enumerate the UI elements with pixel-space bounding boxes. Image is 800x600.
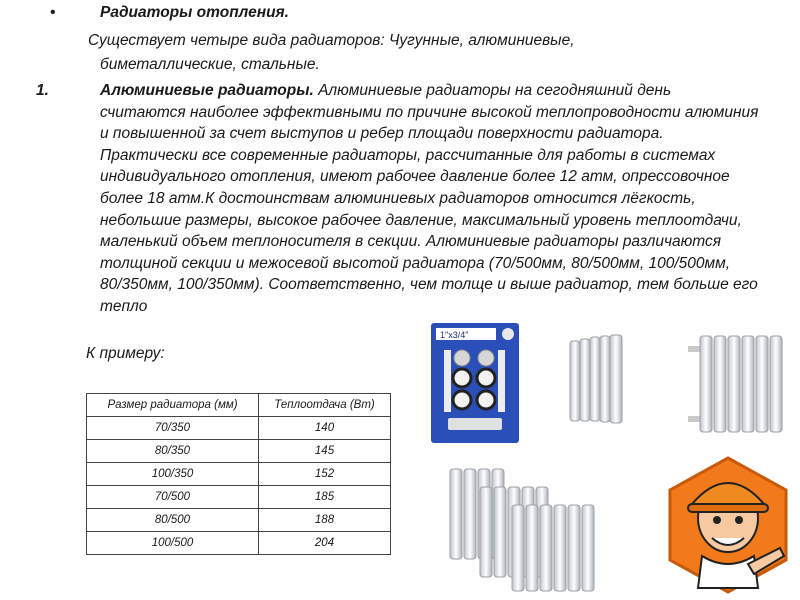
fitting-kit-image — [430, 322, 520, 444]
intro-line-2: биметаллические, стальные. — [100, 56, 320, 73]
kit-label: 1"x3/4" — [440, 330, 469, 340]
table-row — [87, 486, 391, 509]
example-label: К примеру: — [86, 345, 165, 362]
radiator-image-2 — [688, 330, 796, 440]
item-body: Алюминиевые радиаторы на сегодняшний день считаются наиболее эффективными по причине высокой теплопроводности алюминия и повышенной за счет выступов и ребер площади поверхности радиатора. Практически все современные радиаторы, рассчитанные для работы в системах индивидуального отопления, имеют рабочее давление более 12 атм, опрессовочное более 18 атм.К достоинствам алюминиевых радиаторов относится лёгкость, небольшие размеры, высокое рабочее давление, максимальный уровень теплоотдачи, маленький объем теплоносителя в секции. Алюминиевые радиаторы различаются толщиной секции и межосевой высотой радиатора (70/500мм, 80/500мм, 100/500мм, 80/350мм, 100/350мм). Соответственно, чем толще и выше радиатор, тем больше его тепло — [100, 82, 759, 315]
table-row — [87, 417, 391, 440]
item-title: Алюминиевые радиаторы. — [100, 82, 314, 99]
radiator-group-image — [440, 465, 605, 595]
section-title: Радиаторы отопления. — [100, 4, 289, 21]
heat-cell: 152 — [259, 463, 391, 486]
radiator-table — [86, 393, 391, 555]
item-number: 1. — [36, 82, 49, 99]
table-header-row — [87, 394, 391, 417]
table-row — [87, 532, 391, 555]
heat-cell: 185 — [259, 486, 391, 509]
size-cell: 80/500 — [87, 509, 259, 532]
heat-cell: 145 — [259, 440, 391, 463]
intro-line-1: Существует четыре вида радиаторов: Чугунные, алюминиевые, — [88, 32, 575, 49]
aluminium-paragraph — [100, 80, 760, 318]
column-header: Размер радиатора (мм) — [87, 394, 259, 417]
size-cell: 100/350 — [87, 463, 259, 486]
size-cell: 70/350 — [87, 417, 259, 440]
column-header: Теплоотдача (Вт) — [259, 394, 391, 417]
radiator-image-1 — [568, 333, 628, 433]
table-row — [87, 463, 391, 486]
bullet-marker: • — [50, 4, 56, 21]
heat-cell: 140 — [259, 417, 391, 440]
heat-cell: 204 — [259, 532, 391, 555]
table-row — [87, 509, 391, 532]
heat-cell: 188 — [259, 509, 391, 532]
size-cell: 70/500 — [87, 486, 259, 509]
size-cell: 100/500 — [87, 532, 259, 555]
size-cell: 80/350 — [87, 440, 259, 463]
plumber-mascot-image — [662, 452, 794, 598]
table-row — [87, 440, 391, 463]
